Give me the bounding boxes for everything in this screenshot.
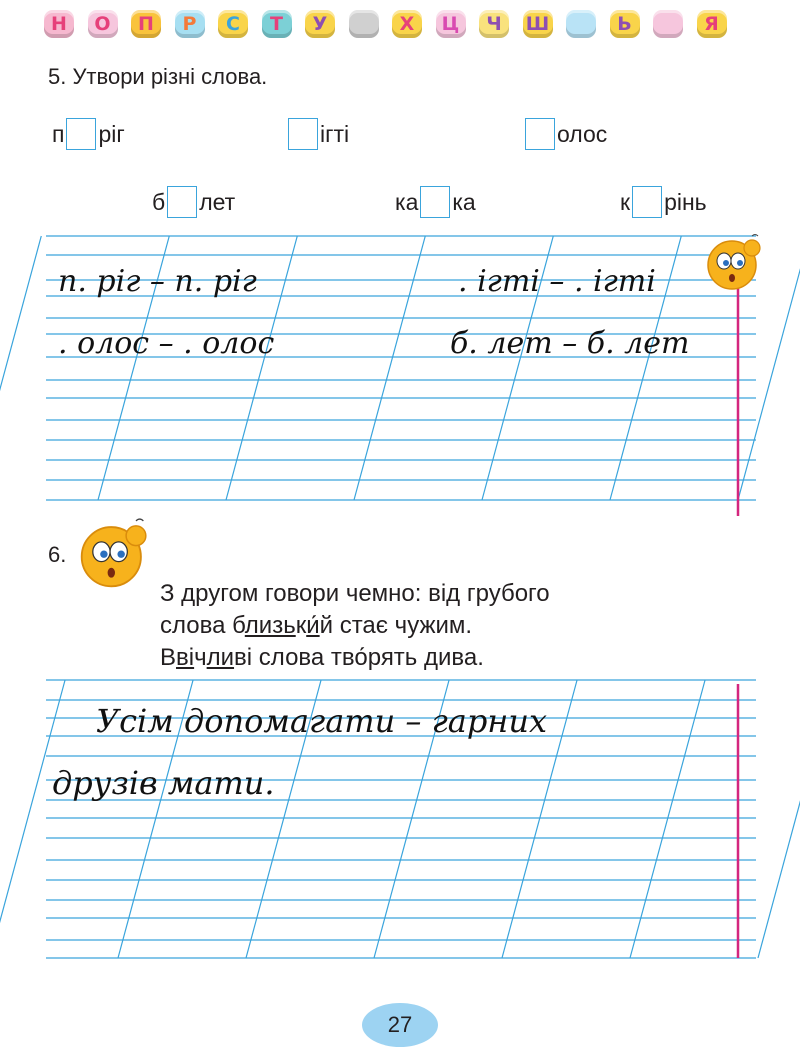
task5-title: 5. Утвори різні слова. [48, 64, 268, 89]
word-prefix: к [620, 188, 631, 215]
handwriting-line: . ігті – . ігті [458, 264, 656, 299]
handwriting-line: б. лет – б. лет [450, 326, 690, 361]
word-suffix: рінь [664, 188, 707, 215]
page-number: 27 [362, 1003, 438, 1047]
alphabet-tile: Т [262, 10, 292, 38]
slant-line [0, 680, 65, 958]
word-prefix: п [52, 120, 65, 147]
saying-line-1: З другом говори чемно: від грубого [160, 580, 550, 607]
alphabet-tile: Ь [610, 10, 640, 38]
saying-line-3: Ввічливі слова тво́рять дива. [160, 644, 484, 671]
alphabet-tile: П [131, 10, 161, 38]
alphabet-tile: С [218, 10, 248, 38]
alphabet-tile: У [305, 10, 335, 38]
word-suffix: ка [452, 188, 476, 215]
slant-line [758, 680, 800, 958]
word-suffix: ігті [320, 120, 350, 147]
alphabet-tile: Р [175, 10, 205, 38]
word-prefix: б [152, 188, 166, 215]
task6-number: 6. [48, 542, 67, 567]
word-suffix: ріг [98, 120, 125, 147]
alphabet-tile: Ц [436, 10, 466, 38]
handwriting-line: п. ріг – п. ріг [58, 264, 257, 299]
word-suffix: олос [557, 120, 608, 147]
alphabet-tile: Щ [566, 10, 596, 38]
slant-line [630, 680, 705, 958]
alphabet-tile: Ф [349, 10, 379, 38]
handwriting-line: . олос – . олос [58, 326, 275, 361]
alphabet-tile: Я [697, 10, 727, 38]
alphabet-tile: Ш [523, 10, 553, 38]
word-prefix: ка [395, 188, 419, 215]
word-suffix: лет [199, 188, 236, 215]
alphabet-tile: Н [44, 10, 74, 38]
handwriting-line: друзів мати. [52, 764, 275, 802]
saying-line-2: слова близьки́й стає чужим. [160, 612, 473, 639]
handwriting-line: Усім допомагати – гарних [96, 702, 548, 740]
alphabet-tile: Ю [653, 10, 683, 38]
alphabet-tile: Ч [479, 10, 509, 38]
alphabet-tile: О [88, 10, 118, 38]
alphabet-tile: Х [392, 10, 422, 38]
